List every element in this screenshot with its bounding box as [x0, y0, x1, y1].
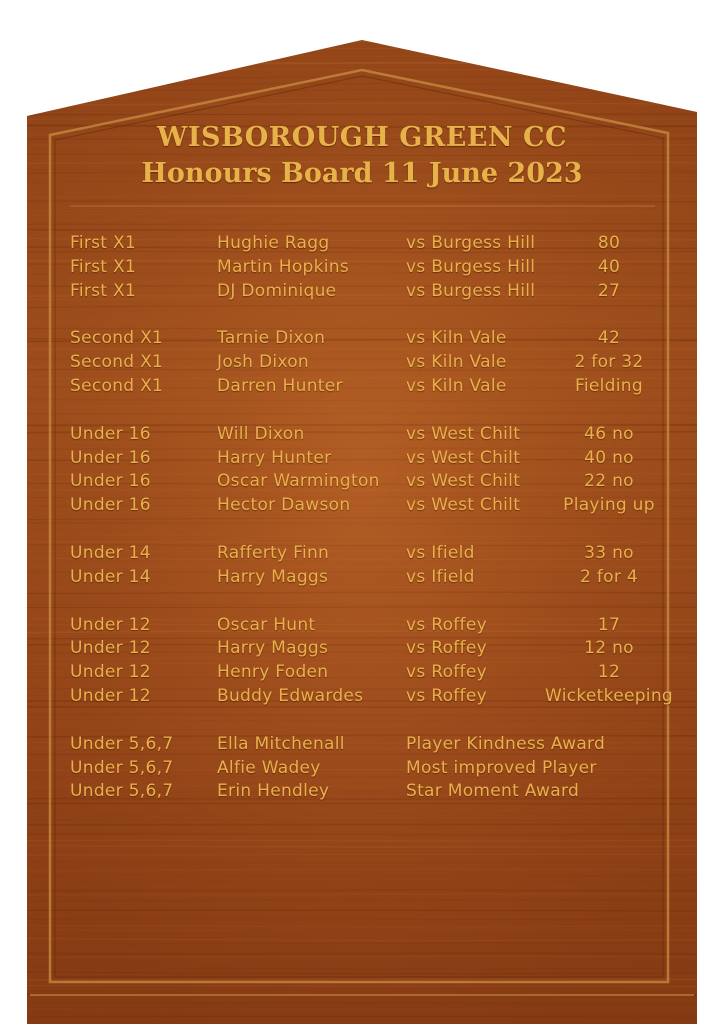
honour-row — [0, 422, 724, 446]
team-cell: Under 5,6,7 — [70, 781, 174, 802]
result-cell: 12 no — [584, 638, 634, 659]
match-cell: vs Burgess Hill — [406, 280, 536, 301]
result-cell: 40 — [597, 256, 621, 277]
honour-row — [0, 350, 724, 374]
honour-row — [0, 374, 724, 398]
team-cell: First X1 — [70, 233, 137, 253]
team-cell: Second X1 — [70, 328, 164, 349]
match-cell: vs Roffey — [406, 686, 487, 706]
honour-row — [0, 541, 724, 565]
match-cell: vs West Chilt — [406, 423, 521, 444]
honour-row — [0, 613, 724, 637]
match-cell: vs Kiln Vale — [406, 376, 507, 396]
match-cell: vs Kiln Vale — [406, 352, 507, 373]
result-cell: 33 no — [584, 543, 634, 563]
player-cell: DJ Dominique — [217, 280, 337, 301]
player-cell: Oscar Warmington — [217, 471, 380, 492]
honour-row — [0, 493, 724, 517]
player-cell: Oscar Hunt — [217, 614, 316, 635]
team-cell: Under 12 — [70, 638, 151, 659]
board-title: WISBOROUGH GREEN CC — [157, 122, 567, 153]
player-cell: Martin Hopkins — [217, 256, 350, 277]
player-cell: Tarnie Dixon — [217, 328, 326, 349]
honour-row — [0, 446, 724, 470]
result-cell: 40 no — [584, 447, 634, 468]
result-cell: Fielding — [575, 376, 643, 396]
result-cell: 27 — [597, 280, 621, 301]
team-cell: Under 14 — [70, 543, 151, 563]
result-cell: Playing up — [563, 495, 655, 516]
honour-row — [0, 636, 724, 660]
player-cell: Hector Dawson — [217, 495, 351, 516]
player-cell: Darren Hunter — [217, 376, 343, 396]
player-cell: Harry Maggs — [217, 638, 329, 659]
result-cell: 42 — [597, 328, 621, 349]
honour-row — [0, 684, 724, 708]
result-cell: 17 — [597, 614, 621, 635]
player-cell: Ella Mitchenall — [217, 733, 345, 754]
team-cell: Under 16 — [70, 495, 151, 516]
player-cell: Alfie Wadey — [217, 757, 321, 778]
honour-row — [0, 565, 724, 589]
match-cell: vs Ifield — [406, 566, 475, 587]
result-cell: 22 no — [584, 471, 634, 492]
honour-row — [0, 326, 724, 350]
result-cell: 2 for 4 — [580, 566, 638, 587]
honour-row — [0, 279, 724, 303]
match-cell: vs Ifield — [406, 543, 475, 563]
honour-row — [0, 732, 724, 756]
honour-row — [0, 231, 724, 255]
board-subtitle: Honours Board 11 June 2023 — [141, 158, 583, 189]
player-cell: Erin Hendley — [217, 781, 330, 802]
result-cell: 2 for 32 — [574, 352, 644, 373]
result-cell: 80 — [597, 233, 621, 253]
player-cell: Will Dixon — [217, 423, 305, 444]
match-cell: Star Moment Award — [406, 781, 580, 802]
team-cell: Second X1 — [70, 352, 164, 373]
match-cell: vs Kiln Vale — [406, 328, 507, 349]
match-cell: vs West Chilt — [406, 495, 521, 516]
team-cell: First X1 — [70, 256, 137, 277]
team-cell: Under 12 — [70, 686, 151, 706]
team-cell: Under 5,6,7 — [70, 733, 174, 754]
player-cell: Josh Dixon — [217, 352, 309, 373]
team-cell: Under 14 — [70, 566, 151, 587]
team-cell: Under 5,6,7 — [70, 757, 174, 778]
team-cell: Second X1 — [70, 376, 164, 396]
match-cell: vs Roffey — [406, 638, 487, 659]
match-cell: vs Burgess Hill — [406, 256, 536, 277]
player-cell: Rafferty Finn — [217, 543, 330, 563]
team-cell: First X1 — [70, 280, 137, 301]
honour-row — [0, 660, 724, 684]
match-cell: vs Roffey — [406, 662, 487, 683]
player-cell: Hughie Ragg — [217, 233, 330, 253]
player-cell: Harry Hunter — [217, 447, 332, 468]
team-cell: Under 16 — [70, 471, 151, 492]
result-cell: Wicketkeeping — [544, 686, 673, 706]
team-cell: Under 12 — [70, 614, 151, 635]
match-cell: vs Burgess Hill — [406, 233, 536, 253]
honour-row — [0, 779, 724, 803]
team-cell: Under 16 — [70, 423, 151, 444]
match-cell: vs Roffey — [406, 614, 487, 635]
honour-row — [0, 469, 724, 493]
match-cell: vs West Chilt — [406, 471, 521, 492]
result-cell: 46 no — [584, 423, 634, 444]
player-cell: Henry Foden — [217, 662, 329, 683]
honour-row — [0, 255, 724, 279]
match-cell: Player Kindness Award — [406, 733, 606, 754]
team-cell: Under 12 — [70, 662, 151, 683]
result-cell: 12 — [597, 662, 621, 683]
match-cell: Most improved Player — [406, 757, 597, 778]
team-cell: Under 16 — [70, 447, 151, 468]
match-cell: vs West Chilt — [406, 447, 521, 468]
player-cell: Harry Maggs — [217, 566, 329, 587]
honour-row — [0, 756, 724, 780]
player-cell: Buddy Edwardes — [217, 686, 364, 706]
